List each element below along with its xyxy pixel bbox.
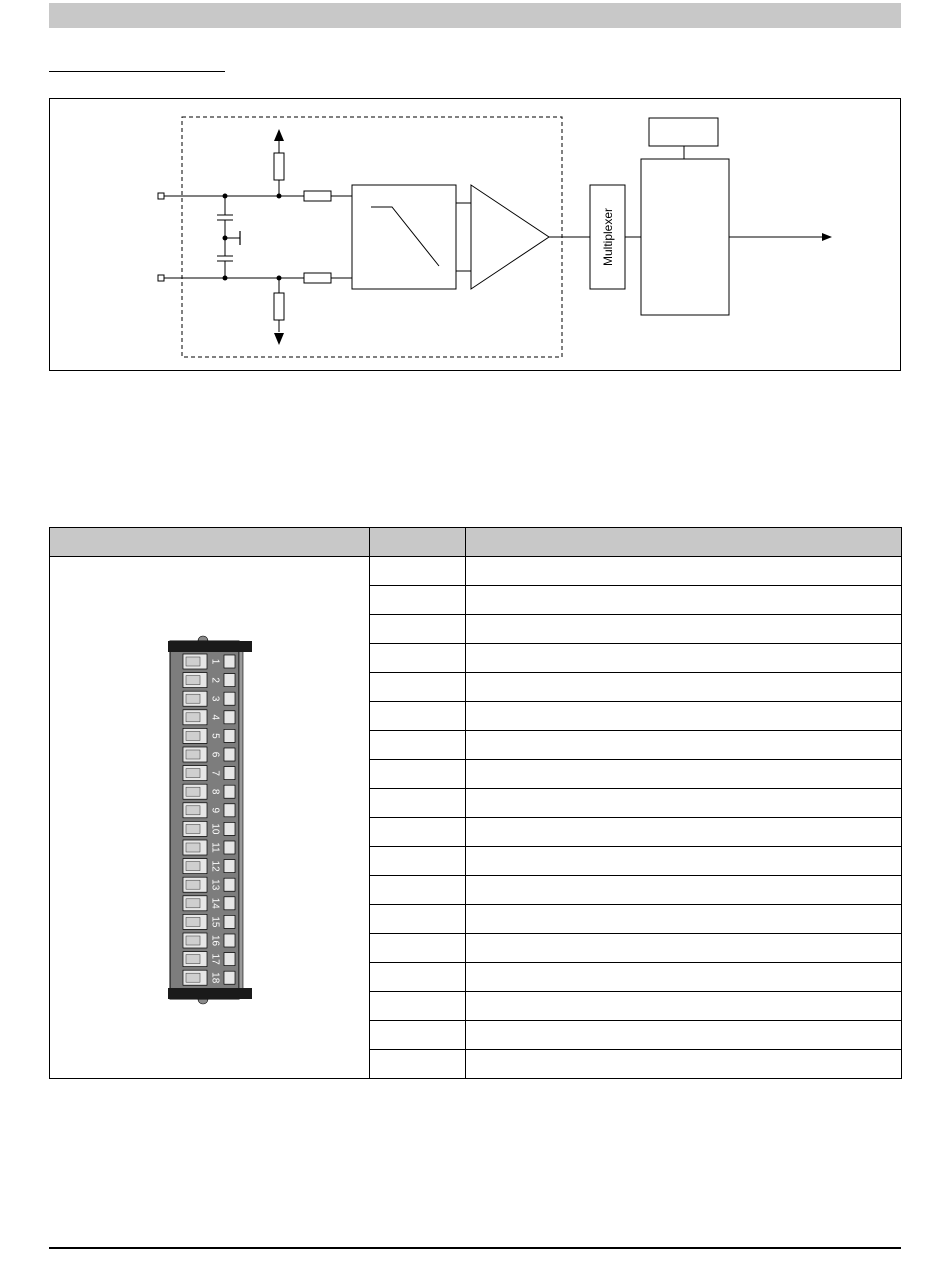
pin-number-cell [370, 818, 466, 847]
resistor-pull-up [274, 153, 284, 180]
pin-description-cell [466, 760, 902, 789]
terminal-release-lever [224, 971, 235, 984]
pin-label: 11 [209, 842, 221, 853]
page-header-bar [49, 3, 901, 28]
pin-number-cell [370, 760, 466, 789]
input-terminal-top [158, 193, 164, 199]
terminal-release-lever [224, 748, 235, 761]
converter-block [641, 159, 729, 315]
block-diagram [49, 98, 901, 371]
lowpass-filter-block [352, 185, 456, 289]
terminal-release-lever [224, 785, 235, 798]
pin-number-cell [370, 789, 466, 818]
pin-label: 9 [209, 807, 221, 814]
pin-description-cell [466, 963, 902, 992]
resistor-bottom-series [304, 273, 331, 283]
pin-label: 4 [209, 714, 221, 721]
pin-number-cell [370, 731, 466, 760]
resistor-top-series [304, 191, 331, 201]
terminal-release-lever [224, 729, 235, 742]
pin-number-cell [370, 1050, 466, 1079]
pin-label: 13 [209, 879, 221, 891]
pin-description-cell [466, 905, 902, 934]
pin-label: 18 [209, 972, 221, 984]
footer-rule [49, 1247, 901, 1249]
multiplexer-label: Multiplexer [601, 207, 615, 267]
pin-label: 10 [209, 823, 221, 835]
terminal-release-lever [224, 674, 235, 687]
input-terminal-bottom [158, 275, 164, 281]
table-row [50, 557, 902, 586]
terminal-release-lever [224, 897, 235, 910]
pin-description-cell [466, 1021, 902, 1050]
pin-label: 14 [209, 897, 221, 909]
pin-number-cell [370, 905, 466, 934]
pin-description-cell [466, 644, 902, 673]
resistor-pull-down [274, 293, 284, 320]
arrow-down-icon [274, 333, 284, 345]
pin-description-cell [466, 789, 902, 818]
pin-description-cell [466, 818, 902, 847]
pin-description-cell [466, 934, 902, 963]
pin-description-cell [466, 586, 902, 615]
pin-description-cell [466, 557, 902, 586]
terminal-release-lever [224, 822, 235, 835]
pin-label: 15 [209, 916, 221, 928]
terminal-release-lever [224, 878, 235, 891]
pin-label: 8 [209, 788, 221, 795]
pin-number-cell [370, 876, 466, 905]
amplifier-triangle [471, 185, 549, 289]
pin-label: 16 [209, 934, 221, 947]
pin-number-cell [370, 702, 466, 731]
pin-description-cell [466, 673, 902, 702]
terminal-block-connector [168, 634, 252, 1006]
pin-label: 3 [209, 695, 221, 702]
pin-label: 17 [209, 953, 221, 965]
column-header-pin [370, 528, 466, 557]
terminal-release-lever [224, 860, 235, 873]
pin-label: 2 [209, 677, 221, 683]
pin-number-cell [370, 586, 466, 615]
terminal-release-lever [224, 953, 235, 966]
pin-number-cell [370, 1021, 466, 1050]
pin-description-cell [466, 876, 902, 905]
pin-label: 5 [209, 733, 221, 739]
reference-block [649, 118, 718, 146]
terminal-release-lever [224, 934, 235, 947]
pin-number-cell [370, 644, 466, 673]
pin-number-cell [370, 615, 466, 644]
pin-number-cell [370, 847, 466, 876]
column-header-image [50, 528, 370, 557]
terminal-release-lever [224, 767, 235, 780]
terminal-release-lever [224, 692, 235, 705]
pin-label: 1 [209, 658, 221, 665]
pin-description-cell [466, 992, 902, 1021]
connector-image-cell [50, 557, 370, 1079]
pin-label: 12 [209, 860, 221, 872]
pin-number-cell [370, 963, 466, 992]
table-header-row [50, 528, 902, 557]
pin-number-cell [370, 934, 466, 963]
pin-description-cell [466, 1050, 902, 1079]
block-diagram-svg [50, 99, 902, 372]
terminal-release-lever [224, 655, 235, 668]
terminal-release-lever [224, 915, 235, 928]
pin-description-cell [466, 615, 902, 644]
section-title-underline [49, 71, 225, 72]
pin-number-cell [370, 992, 466, 1021]
pin-number-cell [370, 557, 466, 586]
pin-description-cell [466, 847, 902, 876]
terminal-release-lever [224, 711, 235, 724]
pin-assignment-table [49, 527, 902, 1079]
arrow-up-icon [274, 129, 284, 141]
terminal-release-lever [224, 804, 235, 817]
pin-number-cell [370, 673, 466, 702]
pin-label: 6 [209, 751, 221, 758]
column-header-description [466, 528, 902, 557]
pin-description-cell [466, 702, 902, 731]
pin-label: 7 [209, 770, 221, 776]
terminal-release-lever [224, 841, 235, 854]
pin-description-cell [466, 731, 902, 760]
